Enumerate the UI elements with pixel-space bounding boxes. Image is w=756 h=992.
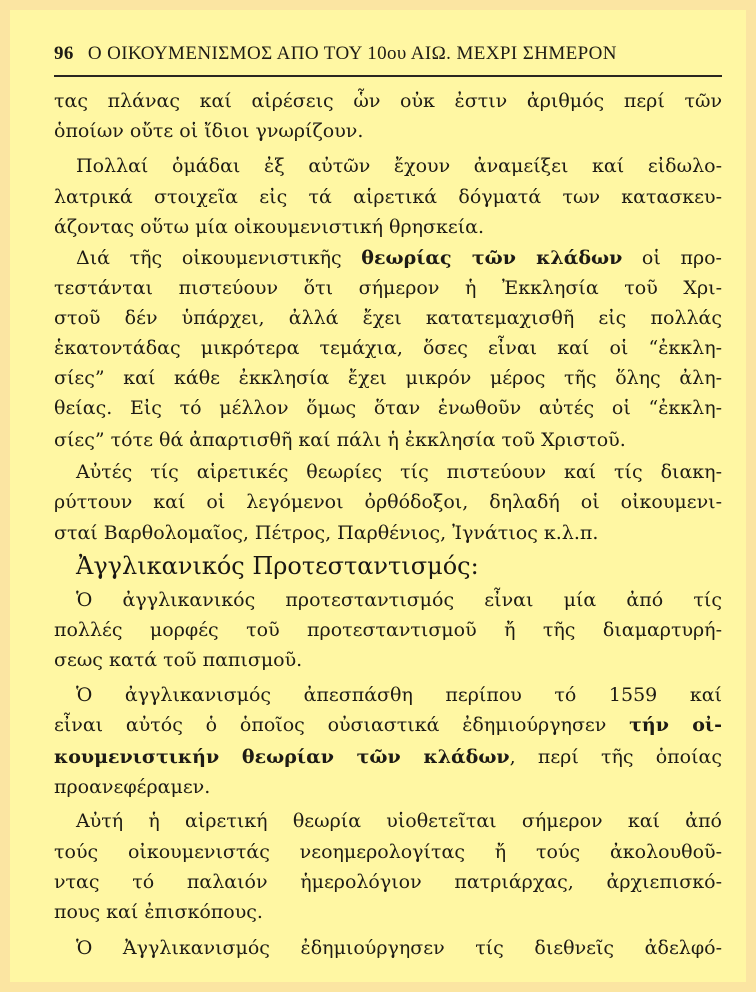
text-line: σταί Βαρθολομαῖος, Πέτρος, Παρθένιος, Ἰγνάτιος κ.λ.π. bbox=[54, 522, 599, 544]
text-run: εἶναι αὐτός ὁ ὁποῖος οὐσιαστικά ἐδημιούργησεν bbox=[54, 714, 630, 736]
text-line: ρύττουν καί οἱ λεγόμενοι ὀρθόδοξοι, δηλαδή οἱ οἰκουμενι- bbox=[54, 491, 722, 513]
header-rule bbox=[54, 75, 722, 77]
text-line: Πολλαί ὁμάδαι ἐξ αὐτῶν ἔχουν ἀναμείξει καί εἰδωλο- bbox=[76, 155, 722, 177]
running-header bbox=[54, 43, 722, 65]
text-line: τούς οἰκουμενιστάς νεοημερολογίτας ἤ τούς ἀκολουθοῦ- bbox=[54, 841, 722, 863]
text-run: , περί τῆς ὁποίας bbox=[509, 746, 722, 768]
bold-term: κουμενιστικήν θεωρίαν τῶν κλάδων bbox=[54, 746, 510, 768]
text-line: Αὐτή ἡ αἱρετική θεωρία υἱοθετεῖται σήμερον καί ἀπό bbox=[76, 810, 722, 832]
text-line bbox=[54, 243, 722, 273]
text-line: τας πλάνας καί αἱρέσεις ὧν οὐκ ἐστιν ἀριθμός περί τῶν bbox=[54, 90, 722, 112]
bold-term: τήν οἰ- bbox=[629, 714, 722, 736]
text-line: θείας. Εἰς τό μέλλον ὅμως ὅταν ἑνωθοῦν αὐτές οἱ “ἐκκλη- bbox=[54, 397, 722, 419]
text-run: οἱ προ- bbox=[622, 247, 722, 269]
running-title: Ο ΟΙΚΟΥΜΕΝΙΣΜΟΣ ΑΠΟ ΤΟΥ 10ου ΑΙΩ. ΜΕΧΡΙ ΣΗΜΕΡΟΝ bbox=[87, 43, 617, 64]
text-line: τεστάνται πιστεύουν ὅτι σήμερον ἡ Ἐκκλησία τοῦ Χρι- bbox=[54, 277, 722, 299]
text-line: Ὁ ἀγγλικανικός προτεσταντισμός εἶναι μία ἀπό τίς bbox=[76, 589, 722, 611]
text-line: Ὁ Ἀγγλικανισμός ἐδημιούργησεν τίς διεθνεῖς ἀδελφό- bbox=[76, 937, 722, 959]
text-line: πους καί ἐπισκόπους. bbox=[54, 901, 263, 923]
text-line: στοῦ δέν ὑπάρχει, ἀλλά ἔχει κατατεμαχισθῆ εἰς πολλάς bbox=[54, 307, 722, 329]
text-line: λατρικά στοιχεῖα εἰς τά αἱρετικά δόγματά των κατασκευ- bbox=[54, 186, 722, 208]
section-heading: Ἀγγλικανικός Προτεσταντισμός: bbox=[76, 552, 479, 580]
text-line: ἑκατοντάδας μικρότερα τεμάχια, ὅσες εἶναι καί οἱ “ἐκκλη- bbox=[54, 337, 722, 359]
text-line: σίες” τότε θά ἀπαρτισθῆ καί πάλι ἡ ἐκκλησία τοῦ Χριστοῦ. bbox=[54, 429, 626, 451]
text-line: πολλές μορφές τοῦ προτεσταντισμοῦ ἤ τῆς διαμαρτυρή- bbox=[54, 619, 722, 641]
text-line bbox=[54, 710, 722, 740]
page-number: 96 bbox=[54, 43, 74, 64]
text-line: Αὐτές τίς αἱρετικές θεωρίες τίς πιστεύουν καί τίς διακη- bbox=[76, 461, 722, 483]
text-line bbox=[54, 742, 722, 772]
text-line: ντας τό παλαιόν ἡμερολόγιον πατριάρχας, ἀρχιεπισκό- bbox=[54, 871, 722, 893]
text-line: σίες” καί κάθε ἐκκλησία ἔχει μικρόν μέρος τῆς ὅλης ἀλη- bbox=[54, 367, 722, 389]
bold-term: θεωρίας τῶν κλάδων bbox=[361, 247, 623, 269]
text-line: Ὁ ἀγγλικανισμός ἀπεσπάσθη περίπου τό 1559 καί bbox=[76, 684, 722, 706]
text-line: προανεφέραμεν. bbox=[54, 776, 211, 798]
text-line: σεως κατά τοῦ παπισμοῦ. bbox=[54, 649, 303, 671]
text-line: ὁποίων οὔτε οἱ ἴδιοι γνωρίζουν. bbox=[54, 120, 364, 142]
text-run: Διά τῆς οἰκουμενιστικῆς bbox=[76, 247, 362, 269]
text-line: άζοντας οὕτω μία οἰκουμενιστική θρησκεία. bbox=[54, 216, 485, 238]
